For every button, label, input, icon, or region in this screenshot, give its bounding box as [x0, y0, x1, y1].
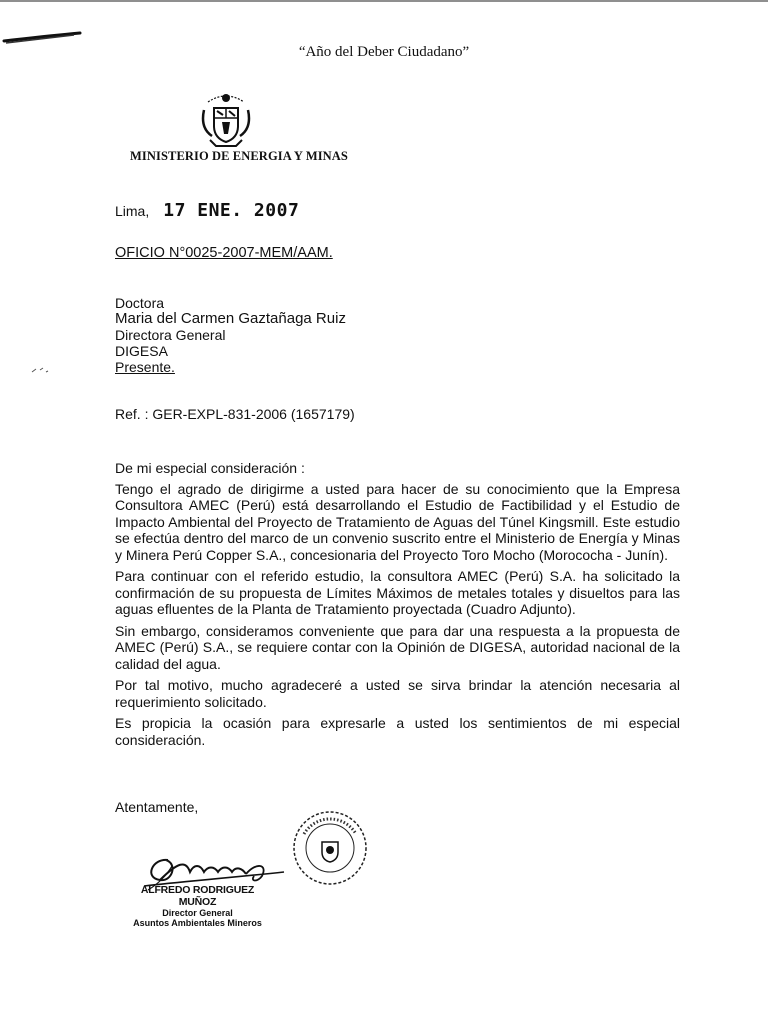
reference-line: Ref. : GER-EXPL-831-2006 (1657179)	[115, 406, 355, 422]
date-stamp: 17 ENE. 2007	[163, 200, 300, 221]
stray-ink-mark	[30, 366, 50, 374]
addressee-block	[115, 295, 346, 375]
date-line	[115, 200, 299, 221]
coat-of-arms-icon	[198, 88, 254, 150]
body-paragraph: Tengo el agrado de dirigirme a usted para hacer de su conocimiento que la Empresa Consultora AMEC (Perú) está desarrollando el Estudio de Factibilidad y el Estudio de Impacto Ambiental del Proyecto de Tratamiento de Aguas del Túnel Kingsmill. Este estudio se efectúa dentro del marco de un convenio suscrito entre el Ministerio de Energía y Minas y Minera Perú Copper S.A., concesionaria del Proyecto Toro Mocho (Morococha - Junín).	[115, 480, 680, 563]
ministry-name: MINISTERIO DE ENERGIA Y MINAS	[130, 149, 348, 163]
addressee-name: Maria del Carmen Gaztañaga Ruiz	[115, 310, 346, 327]
body-paragraph: Para continuar con el referido estudio, la consultora AMEC (Perú) S.A. ha solicitado la confirmación de su propuesta de Límites Máximos de metales totales y disueltos para las aguas efluentes de la Planta de Tratamiento proyectada (Cuadro Adjunto).	[115, 568, 680, 617]
oficio-number: OFICIO N°0025-2007-MEM/AAM.	[115, 245, 333, 261]
addressee-position: Directora General	[115, 327, 226, 343]
body-paragraph: Sin embargo, consideramos conveniente que para dar una respuesta a la propuesta de AMEC (Perú) S.A., se requiere contar con la Opinión de DIGESA, autoridad nacional de la calidad del agua.	[115, 622, 680, 672]
closing-line: Atentamente,	[115, 799, 199, 815]
addressee-presente: Presente.	[115, 359, 175, 375]
body-paragraph: Por tal motivo, mucho agradeceré a usted se sirva brindar la atención necesaria al requerimiento solicitado.	[115, 677, 680, 710]
signer-block	[130, 884, 265, 928]
body-paragraph: Es propicia la ocasión para expresarle a usted los sentimientos de mi especial consideración.	[115, 715, 680, 748]
signer-role: Director General	[162, 908, 233, 918]
date-place: Lima,	[115, 203, 150, 219]
year-motto: “Año del Deber Ciudadano”	[298, 44, 470, 60]
signer-name: ALFREDO RODRIGUEZ MUÑOZ	[140, 884, 255, 908]
addressee-title: Doctora	[115, 295, 165, 311]
ministry-seal-stamp	[290, 808, 370, 888]
scan-edge-line	[0, 0, 768, 2]
signer-department: Asuntos Ambientales Mineros	[133, 918, 262, 928]
salutation: De mi especial consideración :	[115, 460, 305, 476]
addressee-organization: DIGESA	[115, 343, 168, 359]
letter-body	[115, 460, 680, 753]
